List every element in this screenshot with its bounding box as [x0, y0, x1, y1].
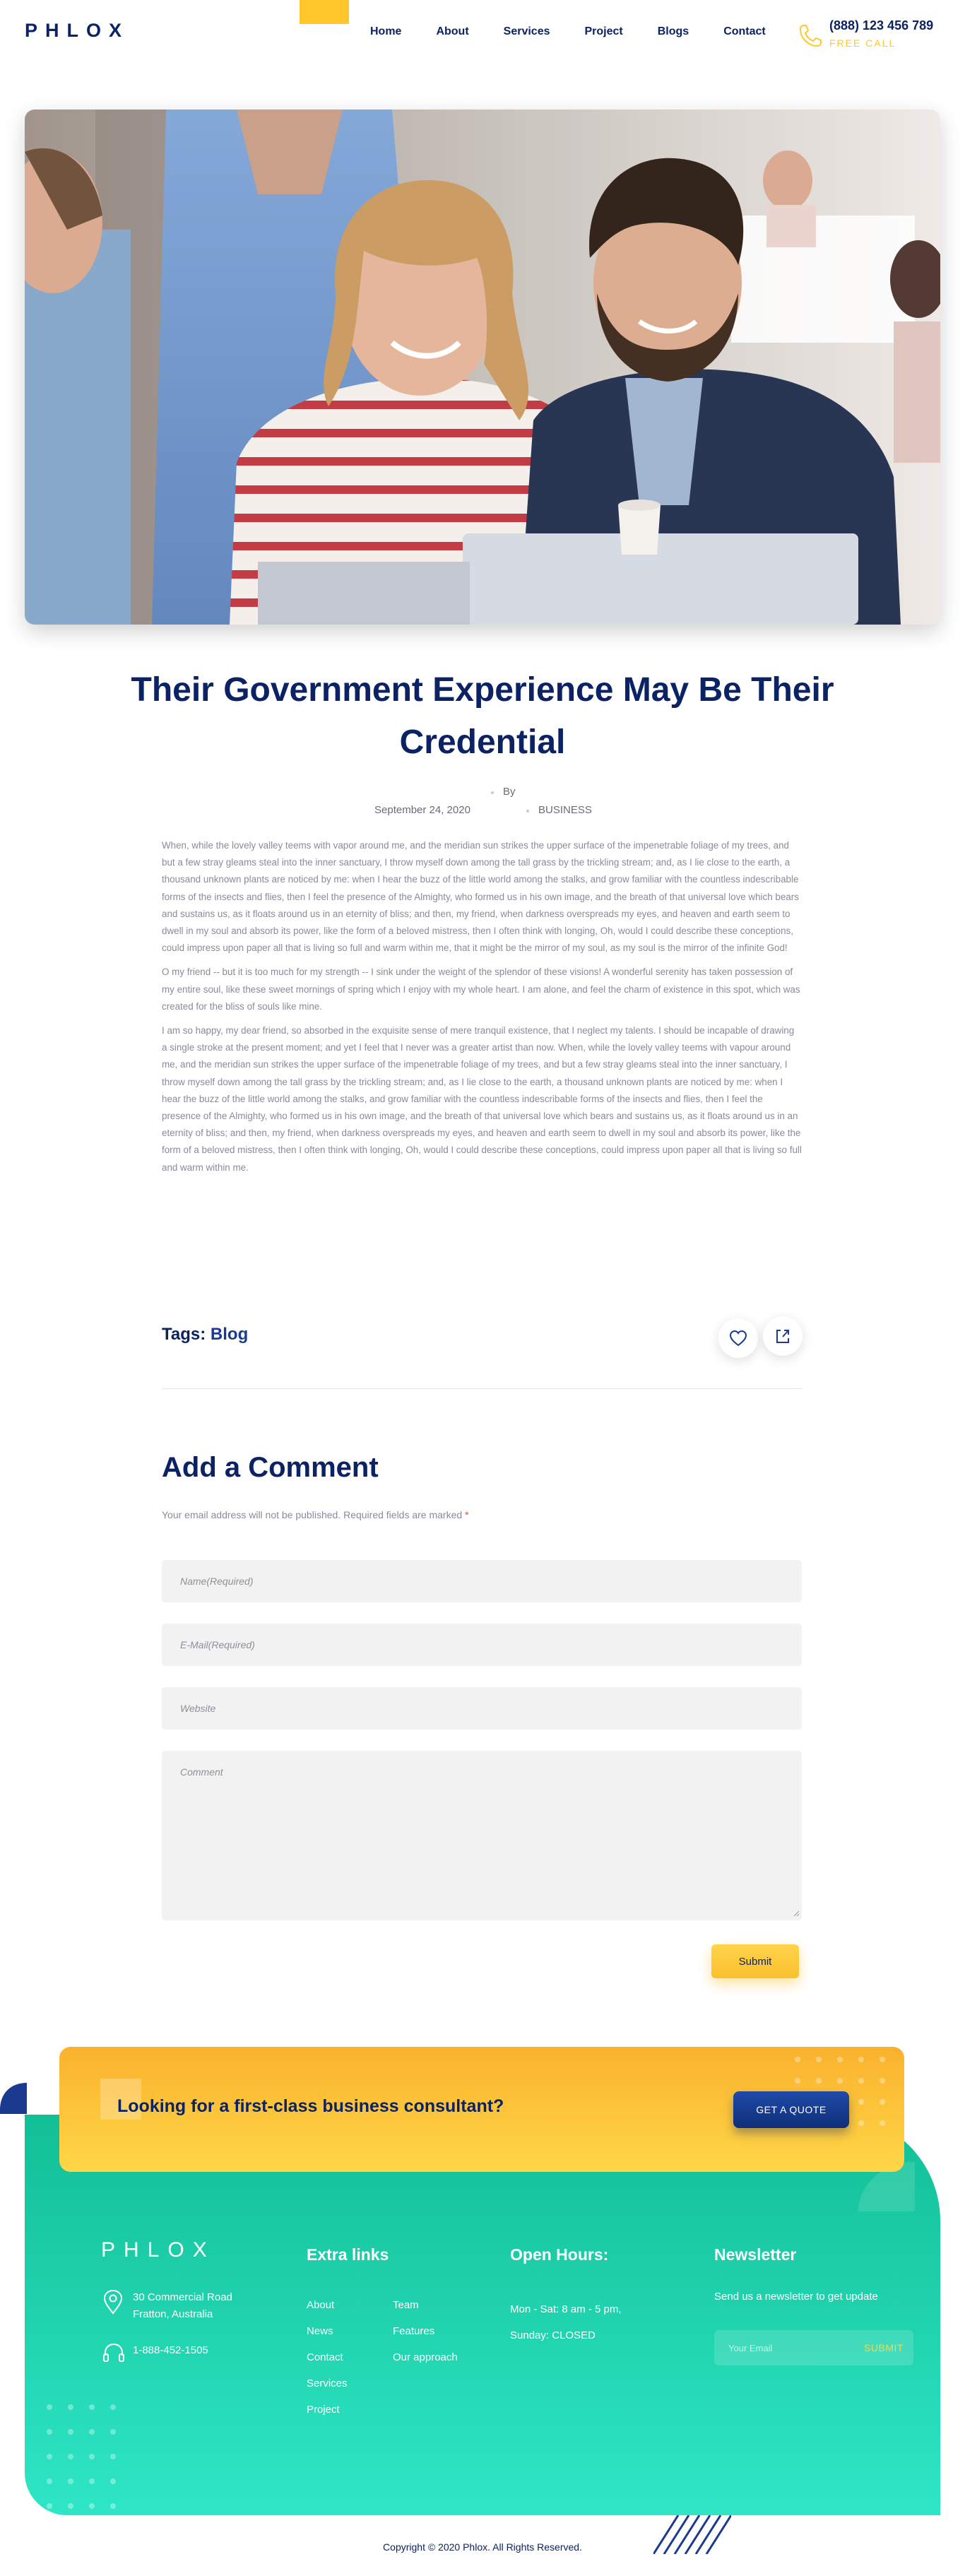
- submit-comment-button[interactable]: Submit: [711, 1944, 799, 1978]
- share-icon: [774, 1328, 791, 1345]
- nav-contact[interactable]: Contact: [723, 25, 766, 37]
- post-title: Their Government Experience May Be Their Credential: [131, 671, 834, 761]
- extra-links-title: Extra links: [307, 2245, 389, 2264]
- nav-services[interactable]: Services: [503, 25, 550, 37]
- post-hero-image: [25, 110, 940, 625]
- newsletter-submit-button[interactable]: SUBMIT: [854, 2330, 913, 2365]
- comment-note: [162, 1509, 469, 1520]
- footer-link-approach[interactable]: Our approach: [393, 2351, 458, 2363]
- website-input[interactable]: [162, 1687, 802, 1730]
- newsletter-email-input[interactable]: [714, 2330, 848, 2365]
- newsletter-title: Newsletter: [714, 2245, 797, 2264]
- post-tags: [162, 1325, 248, 1345]
- meta-separator: [491, 791, 494, 794]
- address-line-2: Fratton, Australia: [133, 2308, 213, 2320]
- footer-links-col-1: [307, 2292, 348, 2423]
- post-author-label: By: [503, 786, 516, 798]
- copyright-text: Copyright © 2020 Phlox. All Rights Reserved.: [383, 2541, 582, 2553]
- address-line-1: 30 Commercial Road: [133, 2291, 232, 2303]
- comment-textarea[interactable]: [162, 1751, 802, 1920]
- post-paragraph: I am so happy, my dear friend, so absorbed in the exquisite sense of mere tranquil existence, that I neglect my talents. I should be incapable of drawing a single stroke at the present moment; and yet I feel that I never was a greater artist than now. When, while the lovely valley teems with vapour around me, and the meridian sun strikes the upper surface of the impenetrable foliage of my trees, and but a few stray gleams steal into the inner sanctuary, I throw myself down among the tall grass by the trickling stream; and, as I lie close to the earth, a thousand unknown plants are noticed by me: when I hear the buzz of the little world among the stalks, and grow familiar with the countless indescribable forms of the insects and flies, then I feel the presence of the Almighty, who formed us in his own image, and the breath of that universal love which bears and sustains us, as it floats around us in an eternity of bliss; and then, my friend, when darkness overspreads my eyes, and heaven and earth seem to dwell in my soul and absorb its power, like the form of a beloved mistress, then I often think with longing, Oh, would I could describe these conceptions, could impress upon paper all that is living so full and warm within me.: [162, 1025, 802, 1173]
- comment-note-text: Your email address will not be published. Required fields are marked: [162, 1509, 463, 1520]
- section-divider: [162, 1388, 802, 1389]
- main-nav: [370, 25, 800, 38]
- required-mark: *: [465, 1509, 469, 1520]
- name-input[interactable]: [162, 1560, 802, 1602]
- nav-blogs[interactable]: Blogs: [657, 25, 689, 37]
- nav-project[interactable]: Project: [584, 25, 623, 37]
- nav-home[interactable]: Home: [370, 25, 402, 37]
- phone-icon: [798, 23, 824, 48]
- footer-links-col-2: [393, 2292, 458, 2370]
- meta-separator: [526, 810, 529, 813]
- post-meta: [0, 784, 965, 820]
- header-accent-block: [300, 0, 349, 24]
- footer-link-features[interactable]: Features: [393, 2325, 435, 2337]
- post-body: [162, 837, 802, 1183]
- footer-link-project[interactable]: Project: [307, 2404, 340, 2416]
- footer-dots-decoration: [42, 2400, 127, 2513]
- site-logo[interactable]: PHLOX: [25, 20, 130, 41]
- phone-number[interactable]: (888) 123 456 789: [829, 18, 934, 33]
- hours-weekday: Mon - Sat: 8 am - 5 pm,: [510, 2303, 622, 2315]
- heart-icon: [729, 1330, 747, 1347]
- comment-form-title: Add a Comment: [162, 1452, 379, 1483]
- footer-phone[interactable]: [102, 2343, 208, 2366]
- textarea-resize-icon[interactable]: [793, 1910, 800, 1917]
- like-button[interactable]: [718, 1318, 758, 1358]
- get-quote-button[interactable]: GET A QUOTE: [733, 2091, 849, 2128]
- post-paragraph: When, while the lovely valley teems with vapor around me, and the meridian sun strikes the upper surface of the impenetrable foliage of my trees, and but a few stray gleams steal into the inner sanctuary, I throw myself down among the tall grass by the trickling stream; and, as I lie close to the earth, a thousand unknown plants are noticed by me: when I hear the buzz of the little world among the stalks, and grow familiar with the countless indescribable forms of the insects and flies, then I feel the presence of the Almighty, who formed us in his own image, and the breath of that universal love which bears and sustains us, as it floats around us in an eternity of bliss; and then, my friend, when darkness overspreads my eyes, and heaven and earth seem to dwell in my soul and absorb its power, like the form of a beloved mistress, then I often think with longing, Oh, would I could describe these conceptions, could impress upon paper all that is living so full and warm within me, that it might be the mirror of my soul, as my soul is the mirror of the infinite God!: [162, 840, 799, 954]
- email-input[interactable]: [162, 1624, 802, 1666]
- footer-logo[interactable]: PHLOX: [101, 2238, 215, 2262]
- cta-text: Looking for a first-class business consultant?: [117, 2096, 504, 2116]
- footer-link-services[interactable]: Services: [307, 2377, 348, 2389]
- footer-link-news[interactable]: News: [307, 2325, 333, 2337]
- tags-label: Tags:: [162, 1325, 206, 1344]
- team-photo-illustration: [25, 110, 940, 625]
- site-header: [0, 0, 965, 67]
- address-text: [133, 2289, 274, 2323]
- free-call-label: FREE CALL: [829, 37, 896, 49]
- tag-link[interactable]: Blog: [210, 1325, 249, 1344]
- open-hours: [510, 2296, 622, 2348]
- share-button[interactable]: [763, 1316, 803, 1356]
- footer-link-team[interactable]: Team: [393, 2299, 419, 2311]
- footer-corner-decoration: [0, 2083, 27, 2114]
- nav-about[interactable]: About: [436, 25, 469, 37]
- cta-banner: [59, 2047, 904, 2172]
- post-date: September 24, 2020: [374, 804, 470, 816]
- post-paragraph: O my friend -- but it is too much for my strength -- I sink under the weight of the splendor of these visions! A wonderful serenity has taken possession of my entire soul, like these sweet mornings of spring which I enjoy with my whole heart. I am alone, and feel the charm of existence in this spot, which was created for the bliss of souls like mine.: [162, 967, 800, 1012]
- newsletter-text: Send us a newsletter to get update: [714, 2291, 878, 2303]
- newsletter-form: [714, 2330, 913, 2365]
- footer-link-contact[interactable]: Contact: [307, 2351, 343, 2363]
- headset-icon: [102, 2343, 125, 2363]
- footer-address: [102, 2289, 232, 2320]
- location-pin-icon: [102, 2289, 124, 2315]
- hours-sunday: Sunday: CLOSED: [510, 2329, 596, 2341]
- footer-link-about[interactable]: About: [307, 2299, 335, 2311]
- post-category[interactable]: BUSINESS: [538, 804, 592, 816]
- footer-phone-number[interactable]: 1-888-452-1505: [133, 2344, 208, 2356]
- open-hours-title: Open Hours:: [510, 2245, 609, 2264]
